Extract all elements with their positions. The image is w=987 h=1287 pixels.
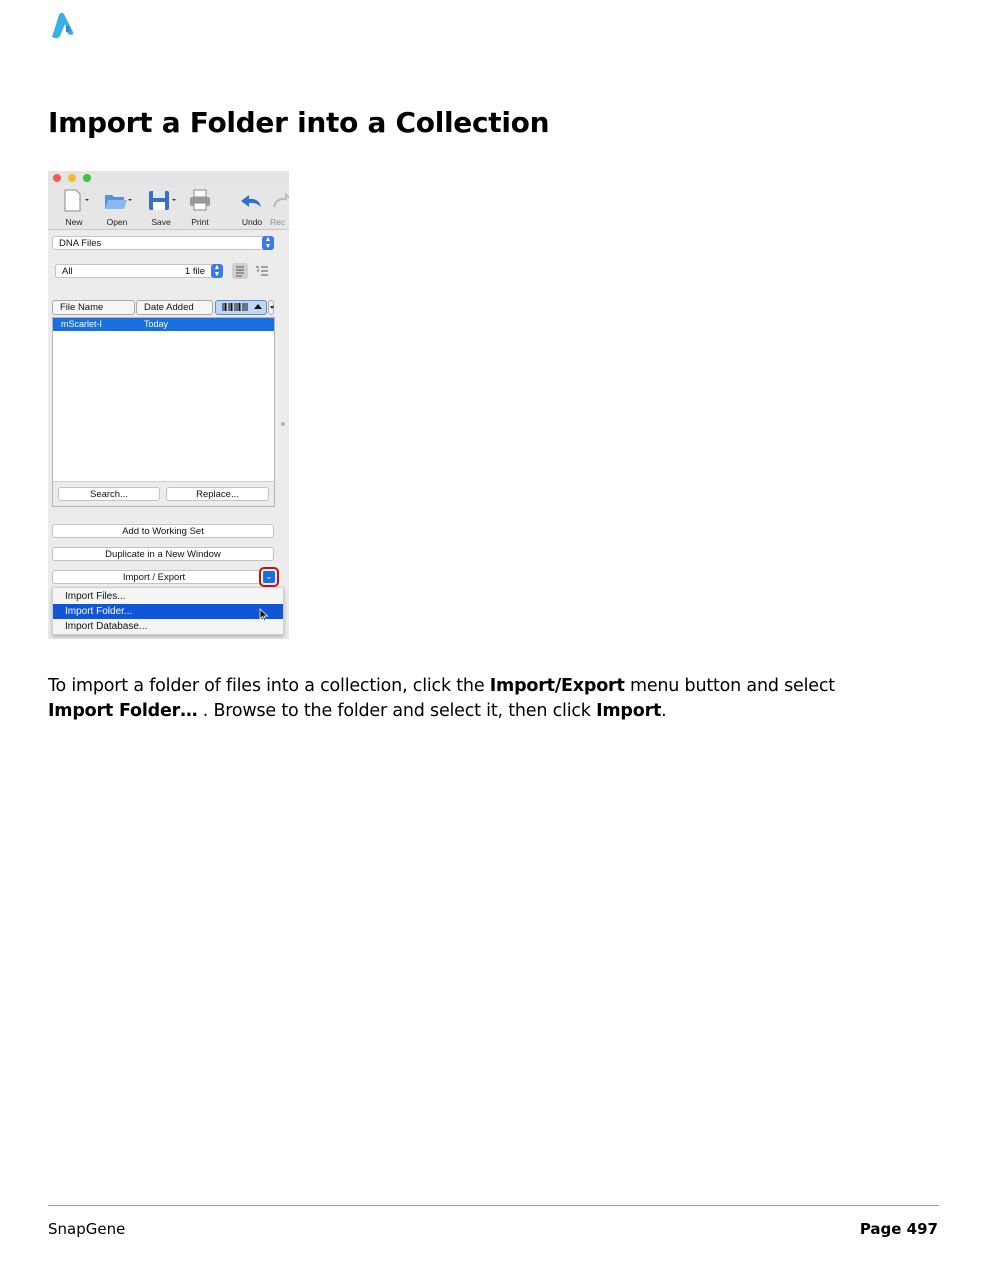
column-header-date-added[interactable]: Date Added xyxy=(136,300,213,315)
open-label: Open xyxy=(106,217,128,227)
file-list[interactable] xyxy=(52,317,275,507)
new-button[interactable] xyxy=(56,187,92,227)
barcode-icon xyxy=(221,301,265,313)
page-number: Page 497 xyxy=(859,1220,938,1238)
import-export-term: Import/Export xyxy=(489,676,625,696)
text-run: To import a folder of files into a collection, click the xyxy=(48,676,490,696)
text-run: menu button and select xyxy=(624,676,835,696)
new-document-icon xyxy=(59,187,89,213)
import-export-menu xyxy=(52,587,284,635)
indent-view-button[interactable] xyxy=(254,263,270,279)
menu-item-import-database[interactable]: Import Database... xyxy=(65,621,148,632)
replace-button[interactable]: Replace... xyxy=(166,487,269,501)
footer-brand: SnapGene xyxy=(48,1220,126,1238)
column-header-file-name[interactable]: File Name xyxy=(52,300,135,315)
column-menu-button[interactable] xyxy=(268,300,274,315)
file-type-value: DNA Files xyxy=(59,238,102,249)
filter-select[interactable] xyxy=(55,264,223,278)
splitter-handle[interactable] xyxy=(281,422,285,426)
list-lines-icon xyxy=(232,263,248,279)
new-label: New xyxy=(65,217,83,227)
file-count: 1 file xyxy=(184,266,205,277)
duplicate-new-window-button[interactable]: Duplicate in a New Window xyxy=(52,547,274,561)
text-run: . Browse to the folder and select it, then click xyxy=(197,701,597,721)
add-to-working-set-button[interactable]: Add to Working Set xyxy=(52,524,274,538)
text-run: . xyxy=(661,701,667,721)
close-window-button[interactable] xyxy=(53,174,61,182)
list-view-button[interactable] xyxy=(232,263,248,279)
window-titlebar xyxy=(48,171,289,185)
chevron-down-icon: ⌄ xyxy=(263,571,275,583)
chevron-updown-icon: ▲ ▼ xyxy=(262,236,274,250)
app-screenshot xyxy=(48,171,289,639)
table-row[interactable] xyxy=(53,318,274,331)
save-disk-icon xyxy=(146,187,176,213)
import-term: Import xyxy=(596,701,662,721)
print-label: Print xyxy=(191,217,209,227)
filter-value: All xyxy=(62,266,73,277)
menu-item-import-files[interactable]: Import Files... xyxy=(65,591,126,602)
import-export-menu-button[interactable] xyxy=(259,567,279,587)
page-title: Import a Folder into a Collection xyxy=(48,106,550,139)
menu-item-import-folder[interactable]: Import Folder... xyxy=(53,604,283,619)
import-export-button[interactable]: Import / Export xyxy=(52,570,264,584)
snapgene-logo-icon xyxy=(48,10,78,40)
folder-open-icon xyxy=(102,187,132,213)
printer-icon xyxy=(185,187,215,213)
chevron-down-icon xyxy=(269,301,275,313)
save-label: Save xyxy=(151,217,171,227)
toolbar xyxy=(48,185,289,230)
redo-arrow-icon xyxy=(270,187,289,213)
row-date-added: Today xyxy=(144,319,169,329)
undo-label: Undo xyxy=(241,217,263,227)
indent-list-icon xyxy=(254,263,270,279)
undo-button[interactable] xyxy=(234,187,270,227)
zoom-window-button[interactable] xyxy=(83,174,91,182)
search-button[interactable]: Search... xyxy=(58,487,160,501)
footer-divider xyxy=(48,1205,939,1206)
row-file-name: mScarlet-I xyxy=(61,319,103,329)
minimize-window-button[interactable] xyxy=(68,174,76,182)
instruction-paragraph xyxy=(48,674,938,724)
save-button[interactable] xyxy=(143,187,179,227)
redo-button[interactable] xyxy=(270,187,289,227)
open-button[interactable] xyxy=(99,187,135,227)
mouse-cursor-icon xyxy=(259,608,269,622)
chevron-updown-icon: ▲ ▼ xyxy=(211,264,223,278)
file-type-select[interactable] xyxy=(52,236,274,250)
redo-label: Rec xyxy=(270,217,286,227)
column-header-barcode-sort[interactable] xyxy=(215,300,267,315)
undo-arrow-icon xyxy=(237,187,267,213)
import-folder-term: Import Folder… xyxy=(48,701,198,721)
print-button[interactable] xyxy=(182,187,218,227)
